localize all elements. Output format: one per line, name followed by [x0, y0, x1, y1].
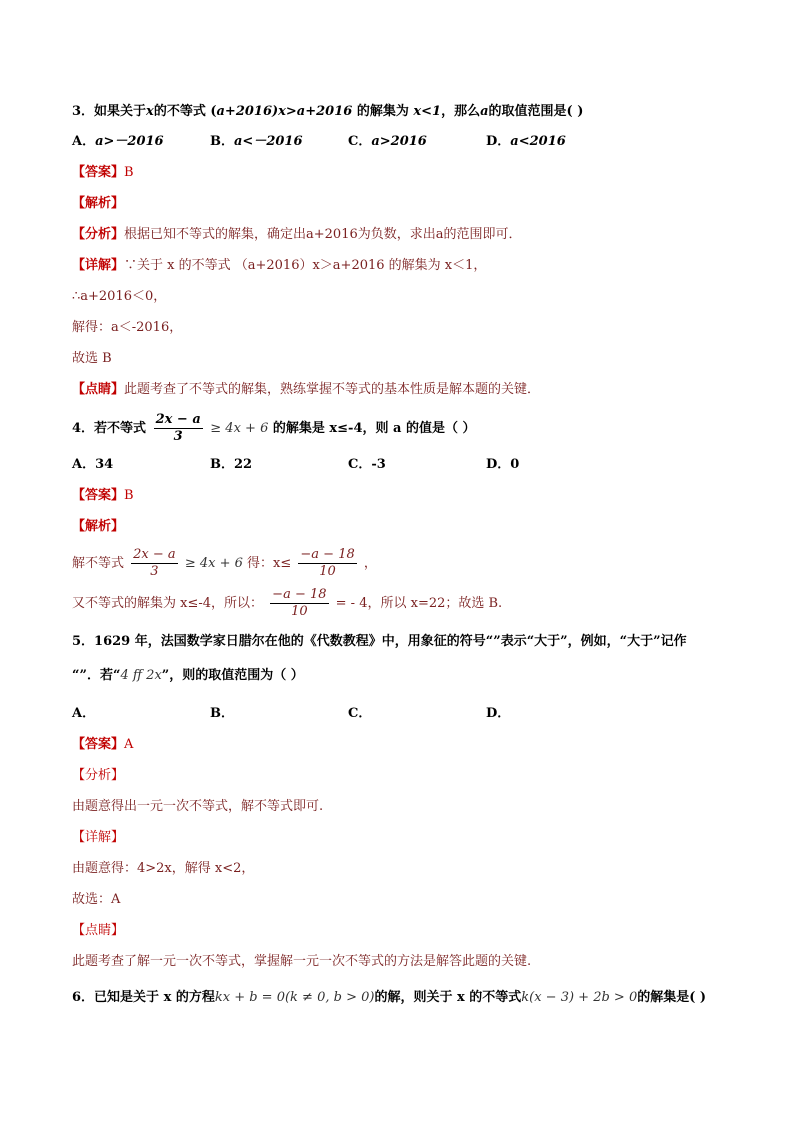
q3-stem: 3．如果关于x的不等式 (a+2016)x>a+2016 的解集为 x<1，那么a的取值范围是( ): [72, 104, 584, 119]
q3-fenxi: 【分析】根据已知不等式的解集，确定出a+2016为负数，求出a的范围即可．: [72, 227, 522, 242]
q5-xiangjie: 由题意得：4>2x，解得 x<2，: [72, 861, 255, 876]
q5-fenxi: 由题意得出一元一次不等式，解不等式即可.: [72, 799, 324, 814]
q4-analysis-tag: 【解析】: [72, 519, 125, 534]
q5-stem-line1: 5．1629 年，法国数学家日腊尔在他的《代数教程》中，用象征的符号“”表示“大于”，例如，“大于”记作: [72, 634, 687, 649]
q3-xiangjie: 【详解】∵关于 x 的不等式 （a+2016）x＞a+2016 的解集为 x＜1，: [72, 258, 487, 273]
q3-option-b: B．a<－2016: [210, 134, 303, 149]
q5-option-a: A．: [72, 706, 96, 721]
q5-option-b: B．: [210, 706, 234, 721]
q5-option-d: D．: [486, 706, 511, 721]
q5-guxuan: 故选：A: [72, 892, 121, 907]
q3-option-a: A．a>－2016: [72, 134, 164, 149]
q3-answer: 【答案】B: [72, 165, 134, 180]
q4-also: 又不等式的解集为 x≤-4，所以： $\frac{-a - 18}{10}$ = - 4，所以 x=22；故选 B.: [72, 587, 503, 619]
q5-xiangjie-tag: 【详解】: [72, 830, 125, 845]
q3-step1: ∴a+2016＜0，: [72, 289, 167, 304]
q5-dianjing: 此题考查了解一元一次不等式，掌握解一元一次不等式的方法是解答此题的关键.: [72, 954, 532, 969]
q3-step3: 故选 B: [72, 351, 112, 366]
q4-solve: 解不等式 $\frac{2x - a}{3}$ ≥ 4x + 6 得：x≤ $\frac{-a - 18}{10}$ ，: [72, 547, 377, 579]
q4-solution-fraction: $\frac{-a - 18}{10}$: [300, 547, 355, 579]
q4-also-fraction: $\frac{-a - 18}{10}$: [272, 587, 327, 619]
q4-option-a: A．34: [72, 457, 114, 472]
q3-step2: 解得：a＜-2016，: [72, 320, 183, 335]
q5-fenxi-tag: 【分析】: [72, 768, 125, 783]
q5-answer: 【答案】A: [72, 737, 134, 752]
q4-option-c: C．-3: [348, 457, 386, 472]
q4-solve-fraction: $\frac{2x - a}{3}$: [133, 547, 176, 579]
q6-stem: 6．已知是关于 x 的方程kx + b = 0(k ≠ 0, b > 0)的解，则关于 x 的不等式k(x − 3) + 2b > 0的解集是( ): [72, 990, 707, 1005]
q4-fraction: $\frac{2x - a}{3}$: [155, 412, 201, 444]
q5-dianjing-tag: 【点睛】: [72, 923, 125, 938]
q4-answer: 【答案】B: [72, 488, 134, 503]
q5-stem-line2: “”．若“4 ff 2x”，则的取值范围为（ ）: [72, 668, 304, 683]
q4-option-b: B．22: [210, 457, 253, 472]
q3-dianjing: 【点睛】此题考查了不等式的解集，熟练掌握不等式的基本性质是解本题的关键．: [72, 382, 541, 397]
q3-analysis-tag: 【解析】: [72, 196, 125, 211]
q3-option-c: C．a>2016: [348, 134, 427, 149]
q4-option-d: D．0: [486, 457, 520, 472]
q4-stem: 4．若不等式 $\frac{2x - a}{3}$ ≥ 4x + 6 的解集是 x≤-4，则 a 的值是（ ）: [72, 412, 476, 444]
q3-option-d: D．a<2016: [486, 134, 566, 149]
q5-option-c: C．: [348, 706, 372, 721]
